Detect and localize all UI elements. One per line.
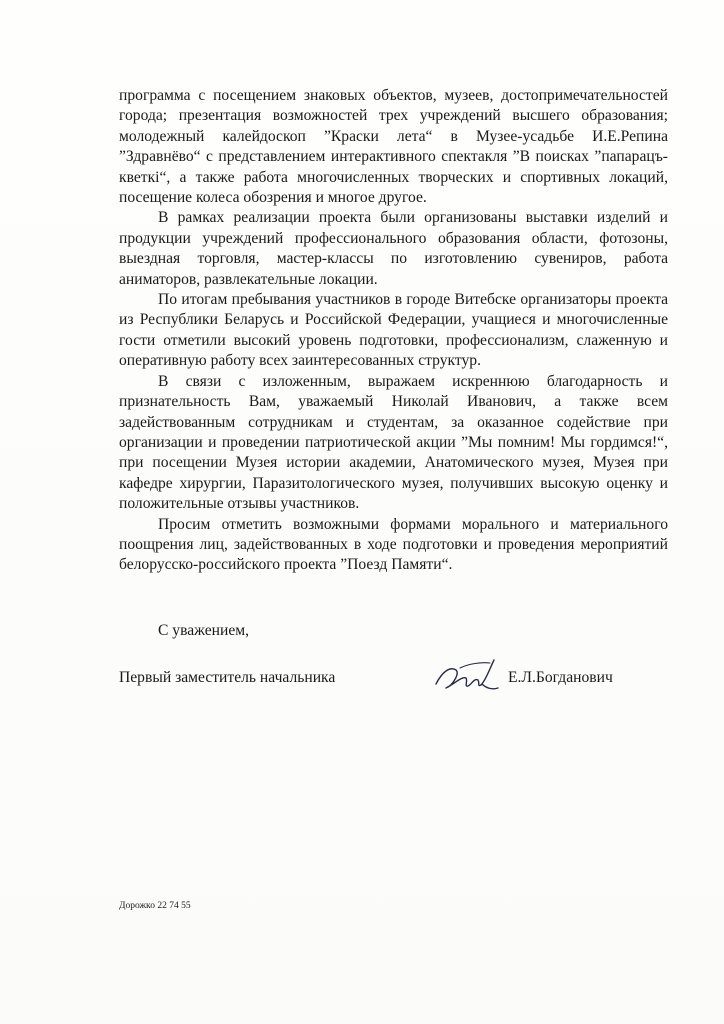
signer-name: Е.Л.Богданович [508,669,613,686]
signature-block [119,668,668,698]
paragraph-program: программа с посещением знаковых объектов, музеев, достопримечательностей города; презентация возможностей трех учреждений высшего образования; молодежный калейдоскоп ”Краски лета“ в Музее-усадьбе И.Е.Репина ”Здравнёво“ с представлением интерактивного спектакля ”В поисках ”папарацъ-кветкi“, а также работа многочисленных творческих и спортивных локаций, посещение колеса обозрения и многое другое. [119,87,668,207]
closing-phrase: С уважением, [158,622,250,639]
executor-contact: Дорожко 22 74 55 [119,901,191,911]
paragraph-gratitude: В связи с изложенным, выражаем искреннюю благодарность и признательность Вам, уважаемый Николай Иванович, а также всем задействованным сотрудникам и студентам, за оказанное содействие при организации и проведении патриотической акции ”Мы помним! Мы гордимся!“, при посещении Музея истории академии, Анатомического музея, Музея при кафедре хирургии, Паразитологического музея, получивших высокую оценку и положительные отзывы участников. [119,372,668,513]
letter-body [119,86,668,576]
paragraph-request: Просим отметить возможными формами морального и материального поощрения лиц, задействованных в ходе подготовки и проведения мероприятий белорусско-российского проекта ”Поезд Памяти“. [119,515,668,574]
signer-position: Первый заместитель начальника [119,669,336,686]
handwritten-signature [430,654,502,700]
paragraph-results: По итогам пребывания участников в городе Витебске организаторы проекта из Республики Беларусь и Российской Федерации, учащиеся и многочисленные гости отметили высокий уровень подготовки, профессионализм, слаженную и оперативную работу всех заинтересованных структур. [119,291,668,370]
paragraph-exhibitions: В рамках реализации проекта были организованы выставки изделий и продукции учреждений профессионального образования области, фотозоны, выездная торговля, мастер-классы по изготовлению сувениров, работа аниматоров, развлекательные локации. [119,209,668,288]
